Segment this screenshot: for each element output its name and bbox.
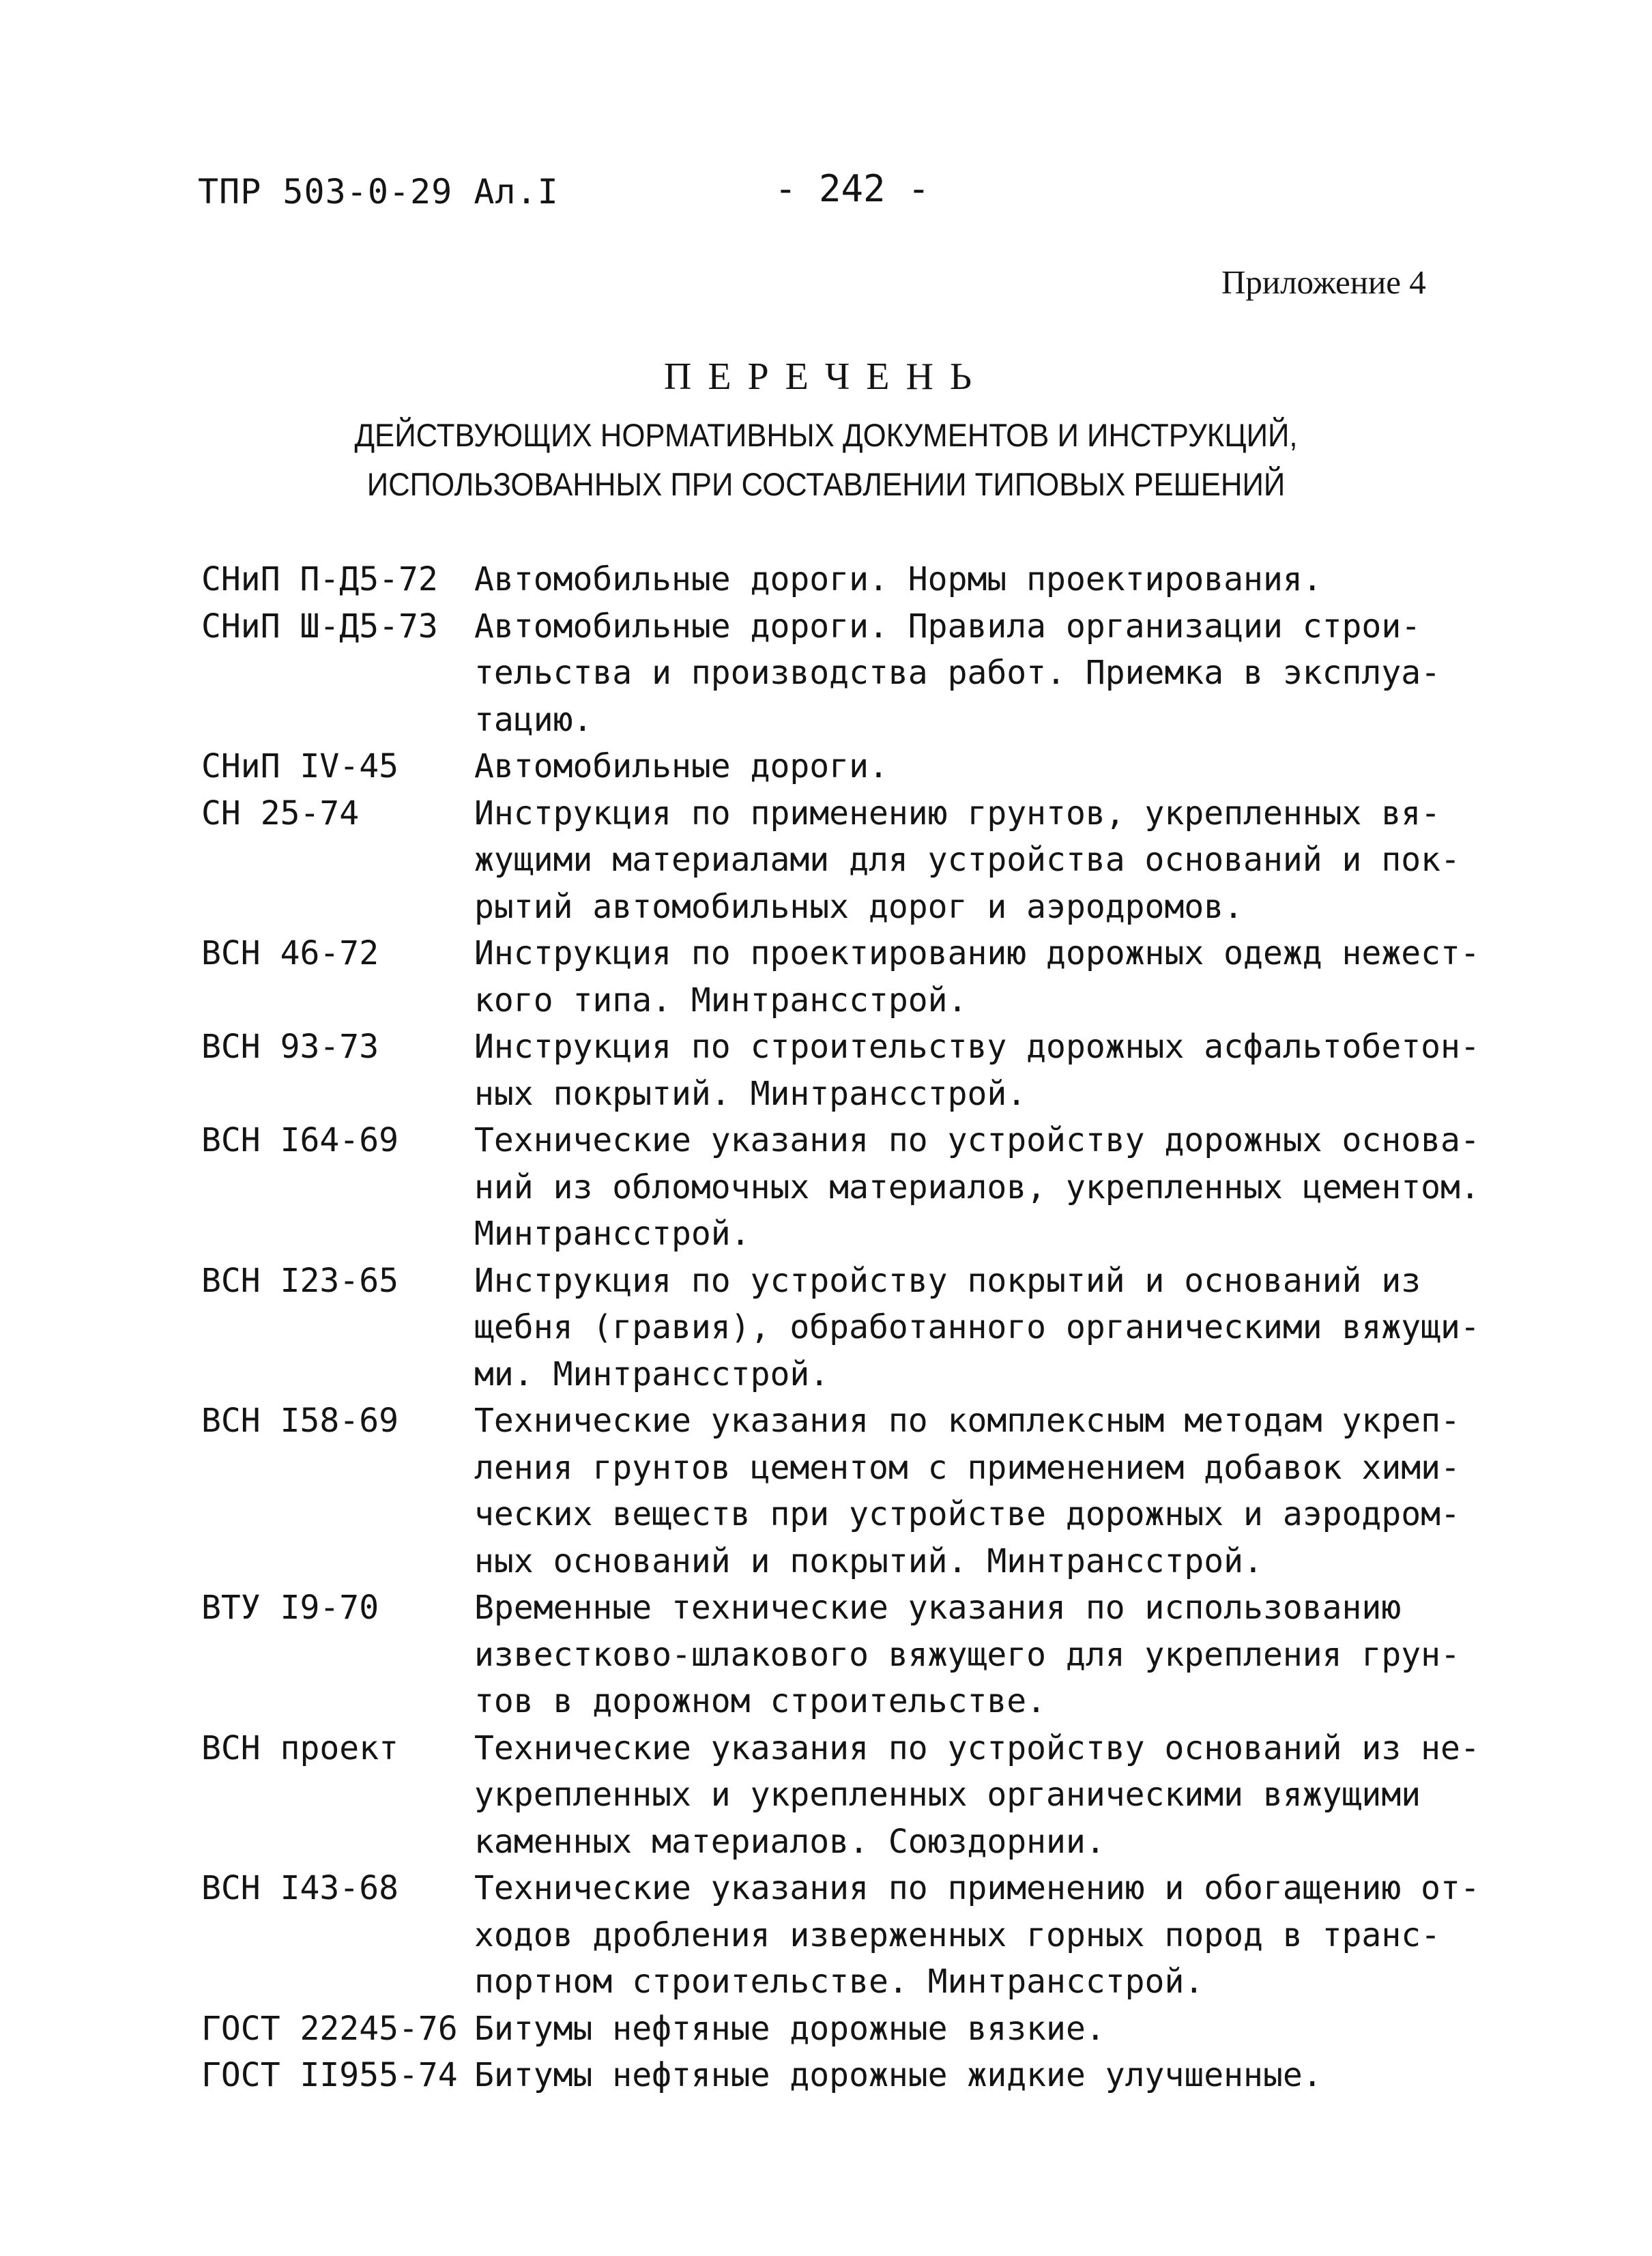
entry-line: ных оснований и покрытий. Минтрансстрой. [474,1542,1263,1580]
entry-line: ходов дробления изверженных горных пород в транс- [474,1915,1441,1954]
entry-line: укрепленных и укрепленных органическими вяжущими [474,1776,1421,1814]
entry-line: тов в дорожном строительстве. [474,1682,1047,1720]
entry-line: Инструкция по проектированию дорожных одежд нежест- [474,934,1480,972]
entry-code: СНиП П-Д5-72 [201,560,438,598]
list-item [201,1024,1484,1117]
entry-description [474,1725,1484,1866]
entry-code: ВСН 93-73 [201,1028,379,1066]
list-item [201,930,1484,1024]
entry-line: Битумы нефтяные дорожные вязкие. [474,2009,1105,2048]
entry-description [474,2006,1484,2053]
entry-line: известково-шлакового вяжущего для укрепления грун- [474,1635,1460,1674]
subtitle-line-2: ИСПОЛЬЗОВАННЫХ ПРИ СОСТАВЛЕНИИ ТИПОВЫХ РЕШЕНИЙ [366,466,1286,502]
subtitle-line-1: ДЕЙСТВУЮЩИХ НОРМАТИВНЫХ ДОКУМЕНТОВ И ИНСТРУКЦИЙ, [354,417,1298,453]
list-item [201,1725,1484,1866]
page-number: - 242 - [774,167,930,210]
entry-description [474,1398,1484,1585]
entry-line: Автомобильные дороги. Правила организации строи- [474,607,1421,646]
entry-line: портном строительстве. Минтрансстрой. [474,1963,1204,2001]
document-list [201,556,1484,2099]
entry-description [474,1585,1484,1725]
entry-code: ВСН I58-69 [201,1402,398,1440]
list-item [201,1865,1484,2006]
entry-description [474,603,1484,744]
entry-description [474,556,1484,603]
entry-code: ВСН проект [201,1729,398,1767]
list-item [201,1585,1484,1725]
list-item [201,1117,1484,1258]
entry-line: ми. Минтрансстрой. [474,1355,830,1393]
entry-line: Технические указания по устройству оснований из не- [474,1729,1480,1767]
entry-code: ВТУ I9-70 [201,1589,379,1627]
list-item [201,603,1484,744]
entry-line: каменных материалов. Союздорнии. [474,1822,1105,1861]
entry-code: ГОСТ 22245-76 [201,2009,458,2048]
entry-description [474,743,1484,790]
entry-code: ВСН I43-68 [201,1869,398,1907]
entry-code: ВСН I64-69 [201,1121,398,1159]
entry-line: Инструкция по применению грунтов, укрепленных вя- [474,794,1441,833]
entry-description [474,1258,1484,1398]
entry-line: Минтрансстрой. [474,1215,751,1253]
entry-line: рытий автомобильных дорог и аэродромов. [474,887,1244,926]
entry-code: ВСН I23-65 [201,1261,398,1300]
entry-line: кого типа. Минтрансстрой. [474,981,968,1019]
entry-line: ческих веществ при устройстве дорожных и аэродром- [474,1495,1460,1533]
entry-description [474,2052,1484,2099]
entry-line: Инструкция по устройству покрытий и оснований из [474,1261,1421,1300]
entry-code: ВСН 46-72 [201,934,379,972]
list-item [201,743,1484,790]
document-title: ПЕРЕЧЕНЬ [663,356,989,398]
entry-line: Инструкция по строительству дорожных асфальтобетон- [474,1028,1480,1066]
entry-line: жущими материалами для устройства оснований и пок- [474,841,1460,879]
entry-line: тацию. [474,700,593,739]
entry-line: Технические указания по устройству дорожных основа- [474,1121,1480,1159]
entry-line: ний из обломочных материалов, укрепленных цементом. [474,1168,1480,1206]
list-item [201,2052,1484,2099]
entry-line: Технические указания по комплексным методам укреп- [474,1402,1460,1440]
list-item [201,1398,1484,1585]
entry-description [474,930,1484,1024]
entry-line: тельства и производства работ. Приемка в эксплуа- [474,654,1441,692]
entry-line: Технические указания по применению и обогащению от- [474,1869,1480,1907]
entry-description [474,1024,1484,1117]
list-item [201,790,1484,931]
entry-description [474,1117,1484,1258]
entry-description [474,790,1484,931]
entry-code: СНиП IV-45 [201,747,398,785]
entry-line: ных покрытий. Минтрансстрой. [474,1074,1027,1113]
entry-code: СНиП Ш-Д5-73 [201,607,438,646]
entry-description [474,1865,1484,2006]
entry-line: Автомобильные дороги. Нормы проектирования. [474,560,1322,598]
entry-line: Битумы нефтяные дорожные жидкие улучшенные. [474,2056,1322,2094]
document-code: ТПР 503-0-29 Ал.I [198,172,559,212]
list-item [201,2006,1484,2053]
list-item [201,556,1484,603]
entry-code: ГОСТ II955-74 [201,2056,458,2094]
entry-code: СН 25-74 [201,794,360,833]
entry-line: щебня (гравия), обработанного органическими вяжущи- [474,1308,1480,1346]
entry-line: Временные технические указания по использованию [474,1589,1402,1627]
entry-line: ления грунтов цементом с применением добавок хими- [474,1448,1460,1487]
appendix-label: Приложение 4 [1221,263,1426,301]
entry-line: Автомобильные дороги. [474,747,888,785]
list-item [201,1258,1484,1398]
